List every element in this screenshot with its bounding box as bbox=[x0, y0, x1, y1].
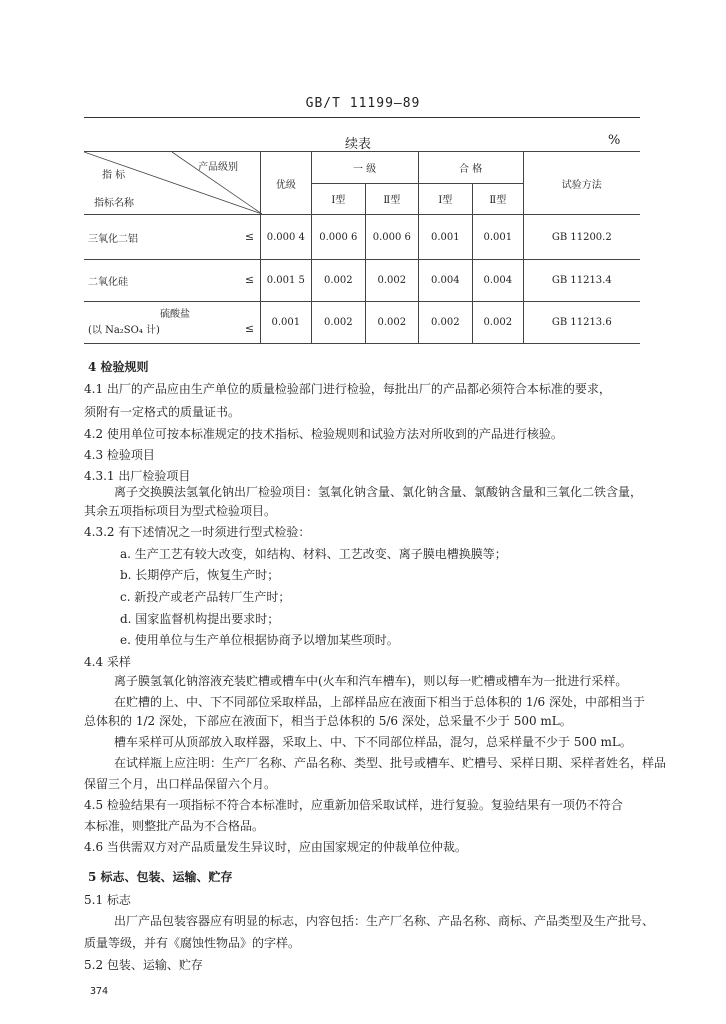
para-5-1-line2: 质量等级，并有《腐蚀性物品》的字样。 bbox=[84, 936, 301, 950]
para-4-6: 4.6 当供需双方对产品质量发生异议时，应由国家规定的仲裁单位仲裁。 bbox=[84, 840, 467, 854]
header-first-type2: Ⅱ型 bbox=[366, 183, 419, 215]
para-5-1: 5.1 标志 bbox=[84, 893, 131, 907]
value-cell: 0.004 bbox=[473, 260, 524, 302]
value-cell: 0.001 bbox=[418, 215, 472, 260]
para-4-1-line2: 须附有一定格式的质量证书。 bbox=[84, 405, 241, 419]
value-cell: 0.001 5 bbox=[261, 260, 312, 302]
header-index-label: 指 标 bbox=[102, 170, 126, 181]
value-cell: 0.000 4 bbox=[261, 215, 312, 260]
para-4-4: 4.4 采样 bbox=[84, 655, 131, 669]
header-qualified-type1: Ⅰ型 bbox=[418, 183, 472, 215]
le-sign: ≤ bbox=[244, 229, 255, 243]
list-item-c: c. 新投产或老产品转厂生产时； bbox=[120, 590, 291, 604]
list-item-b: b. 长期停产后，恢复生产时； bbox=[120, 568, 280, 582]
standard-code-header: GB/T 11199—89 bbox=[305, 96, 421, 111]
value-cell: 0.001 bbox=[261, 302, 312, 344]
header-first-grade: 一 级 bbox=[311, 152, 418, 184]
row-name: 二氧化硅 bbox=[88, 277, 128, 288]
row-name: 三氧化二铝 bbox=[88, 233, 138, 245]
section-4-heading: 4 检验规则 bbox=[88, 360, 149, 374]
para-4-4-line6: 保留三个月，出口样品保留六个月。 bbox=[84, 777, 277, 791]
value-cell: 0.002 bbox=[366, 260, 419, 302]
para-5-2: 5.2 包装、运输、贮存 bbox=[84, 958, 203, 972]
method-cell: GB 11200.2 bbox=[523, 215, 640, 260]
header-grade-label: 产品级别 bbox=[198, 162, 239, 173]
para-4-3-1-line2: 其余五项指标项目为型式检验项目。 bbox=[84, 504, 277, 518]
list-item-e: e. 使用单位与生产单位根据协商予以增加某些项时。 bbox=[120, 633, 399, 647]
method-cell: GB 11213.4 bbox=[523, 260, 640, 302]
para-4-4-line2: 在贮槽的上、中、下不同部位采取样品，上部样品应在液面下相当于总体积的 1/6 深处，中部相当于 bbox=[114, 695, 645, 709]
value-cell: 0.004 bbox=[418, 260, 472, 302]
value-cell: 0.000 6 bbox=[366, 215, 419, 260]
para-5-1-line1: 出厂产品包装容器应有明显的标志，内容包括：生产厂名称、产品名称、商标、产品类型及生产批号、 bbox=[114, 914, 655, 928]
header-excellent: 优级 bbox=[261, 152, 312, 215]
value-cell: 0.001 bbox=[473, 215, 524, 260]
list-item-d: d. 国家监督机构提出要求时； bbox=[120, 612, 280, 626]
row-name-note: (以 Na₂SO₄ 计) bbox=[88, 324, 160, 336]
list-item-a: a. 生产工艺有较大改变，如结构、材料、工艺改变、离子膜电槽换膜等； bbox=[120, 547, 507, 561]
para-4-3-1: 4.3.1 出厂检验项目 bbox=[84, 469, 191, 483]
para-4-5-line1: 4.5 检验结果有一项指标不符合本标准时，应重新加倍采取试样，进行复验。复验结果有一项仍不符合 bbox=[84, 798, 623, 812]
para-4-5-line2: 本标准，则整批产品为不合格品。 bbox=[84, 819, 265, 833]
section-5-heading: 5 标志、包装、运输、贮存 bbox=[88, 870, 233, 884]
le-sign: ≤ bbox=[244, 273, 255, 286]
header-qualified-grade: 合 格 bbox=[418, 152, 523, 184]
value-cell: 0.000 6 bbox=[311, 215, 365, 260]
header-first-type1: Ⅰ型 bbox=[311, 183, 365, 215]
header-qualified-type2: Ⅱ型 bbox=[473, 183, 524, 215]
table-continued-label: 续表 bbox=[345, 137, 372, 152]
para-4-4-line5: 在试样瓶上应注明：生产厂名称、产品名称、类型、批号或槽车、贮槽号、采样日期、采样者姓名，样品 bbox=[114, 756, 667, 770]
body-text bbox=[84, 0, 667, 1024]
header-name-label: 指标名称 bbox=[94, 198, 134, 209]
value-cell: 0.002 bbox=[473, 302, 524, 344]
value-cell: 0.002 bbox=[311, 260, 365, 302]
value-cell: 0.002 bbox=[366, 302, 419, 344]
table-unit-label: % bbox=[608, 133, 621, 148]
para-4-2: 4.2 使用单位可按本标准规定的技术指标、检验规则和试验方法对所收到的产品进行核验。 bbox=[84, 427, 563, 441]
header-test-method: 试验方法 bbox=[523, 152, 640, 215]
para-4-1-line1: 4.1 出厂的产品应由生产单位的质量检验部门进行检验，每批出厂的产品都必须符合本标准的要求， bbox=[84, 382, 611, 396]
method-cell: GB 11213.6 bbox=[523, 302, 640, 344]
row-name: 硫酸盐 bbox=[160, 308, 190, 320]
para-4-4-line4: 槽车采样可从顶部放入取样器，采取上、中、下不同部位样品，混匀，总采样量不少于 500 mL。 bbox=[114, 735, 632, 749]
value-cell: 0.002 bbox=[311, 302, 365, 344]
page-number: 374 bbox=[90, 986, 109, 997]
para-4-4-line1: 离子膜氢氧化钠溶液充装贮槽或槽车中(火车和汽车槽车)，则以每一贮槽或槽车为一批进行采样。 bbox=[114, 674, 628, 688]
para-4-4-line3: 总体积的 1/2 深处，下部应在液面下，相当于总体积的 5/6 深处，总采量不少于 500 mL。 bbox=[84, 714, 572, 728]
le-sign: ≤ bbox=[244, 322, 255, 335]
para-4-3: 4.3 检验项目 bbox=[84, 448, 155, 462]
para-4-3-1-line1: 离子交换膜法氢氧化钠出厂检验项目：氢氧化钠含量、氯化钠含量、氯酸钠含量和三氧化二铁含量， bbox=[114, 485, 643, 499]
value-cell: 0.002 bbox=[418, 302, 472, 344]
para-4-3-2: 4.3.2 有下述情况之一时须进行型式检验： bbox=[84, 525, 311, 539]
